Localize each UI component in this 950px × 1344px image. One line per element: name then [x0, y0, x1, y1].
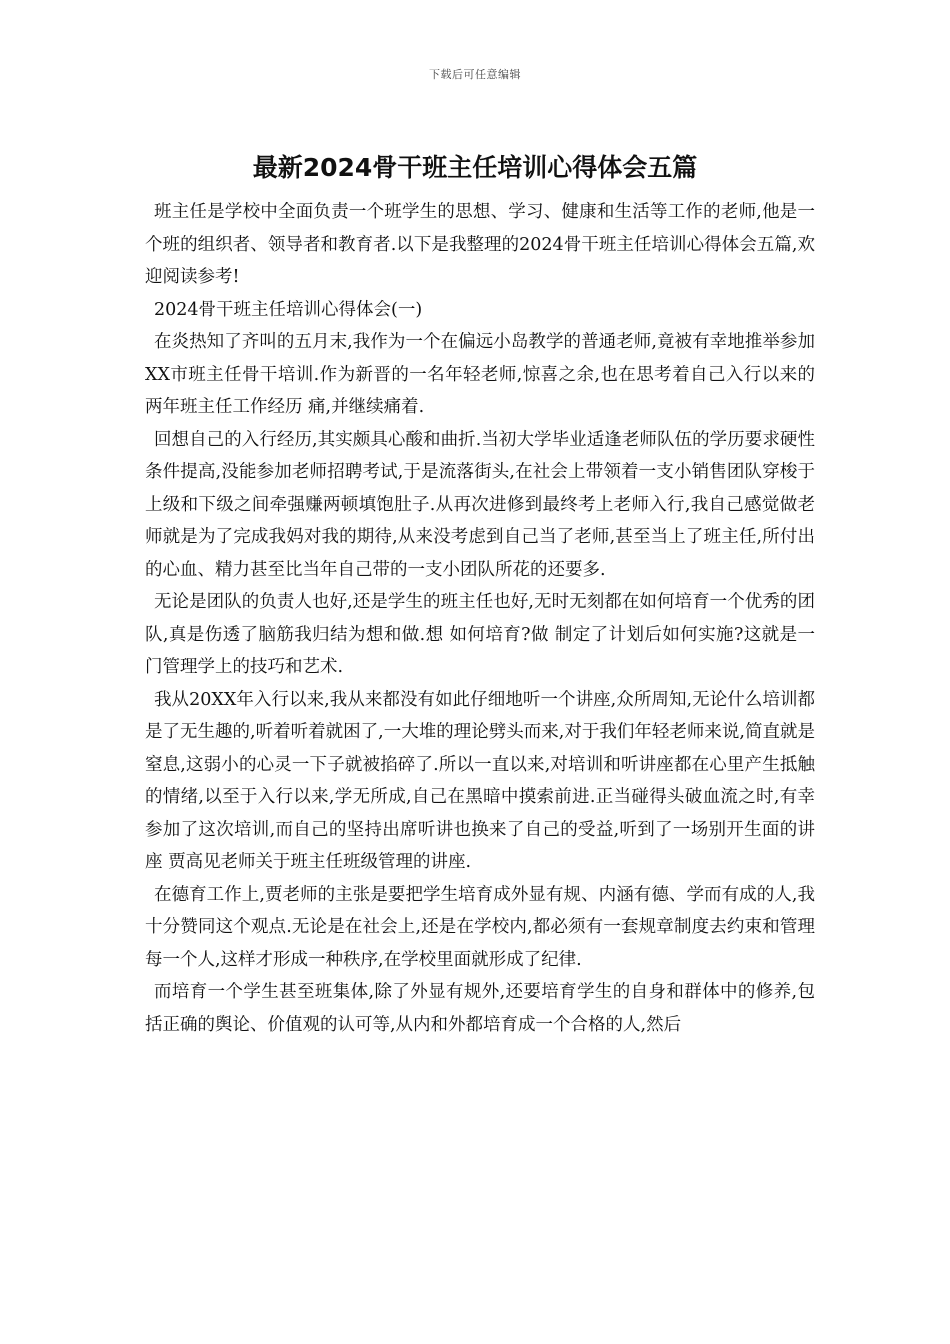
- paragraph: 在德育工作上,贾老师的主张是要把学生培育成外显有规、内涵有德、学而有成的人,我十分赞同这个观点.无论是在社会上,还是在学校内,都必须有一套规章制度去约束和管理每一个人,这样才形成一种秩序,在学校里面就形成了纪律.: [145, 884, 815, 970]
- paragraph: 而培育一个学生甚至班集体,除了外显有规外,还要培育学生的自身和群体中的修养,包括正确的舆论、价值观的认可等,从内和外都培育成一个合格的人,然后: [145, 982, 815, 1035]
- paragraph: 我从20XX年入行以来,我从来都没有如此仔细地听一个讲座,众所周知,无论什么培训都是了无生趣的,听着听着就困了,一大堆的理论劈头而来,对于我们年轻老师来说,简直就是窒息,这弱小的心灵一下子就被掐碎了.所以一直以来,对培训和听讲座都在心里产生抵触的情绪,以至于入行以来,学无所成,自己在黑暗中摸索前进.正当碰得头破血流之时,有幸参加了这次培训,而自己的坚持出席听讲也换来了自己的受益,听到了一场别开生面的讲座 贾高见老师关于班主任班级管理的讲座.: [145, 689, 815, 872]
- paragraph-intro: 班主任是学校中全面负责一个班学生的思想、学习、健康和生活等工作的老师,他是一个班的组织者、领导者和教育者.以下是我整理的2024骨干班主任培训心得体会五篇,欢迎阅读参考!: [145, 202, 815, 287]
- paragraph: 在炎热知了齐叫的五月末,我作为一个在偏远小岛教学的普通老师,竟被有幸地推举参加XX市班主任骨干培训.作为新晋的一名年轻老师,惊喜之余,也在思考着自己入行以来的两年班主任工作经历 痛,并继续痛着.: [145, 332, 815, 417]
- paragraph: 无论是团队的负责人也好,还是学生的班主任也好,无时无刻都在如何培育一个优秀的团队,真是伤透了脑筋我归结为想和做.想 如何培育?做 制定了计划后如何实施?这就是一门管理学上的技巧和艺术.: [145, 592, 815, 677]
- document-body: [145, 196, 815, 1041]
- header-note: 下载后可任意编辑: [429, 68, 521, 81]
- section-heading: 2024骨干班主任培训心得体会(一): [154, 299, 423, 320]
- document-title: 最新2024骨干班主任培训心得体会五篇: [252, 153, 698, 182]
- paragraph: 回想自己的入行经历,其实颇具心酸和曲折.当初大学毕业适逢老师队伍的学历要求硬性条件提高,没能参加老师招聘考试,于是流落街头,在社会上带领着一支小销售团队穿梭于上级和下级之间牵强赚两顿填饱肚子.从再次进修到最终考上老师入行,我自己感觉做老师就是为了完成我妈对我的期待,从来没考虑到自己当了老师,甚至当上了班主任,所付出的心血、精力甚至比当年自己带的一支小团队所花的还要多.: [145, 429, 815, 580]
